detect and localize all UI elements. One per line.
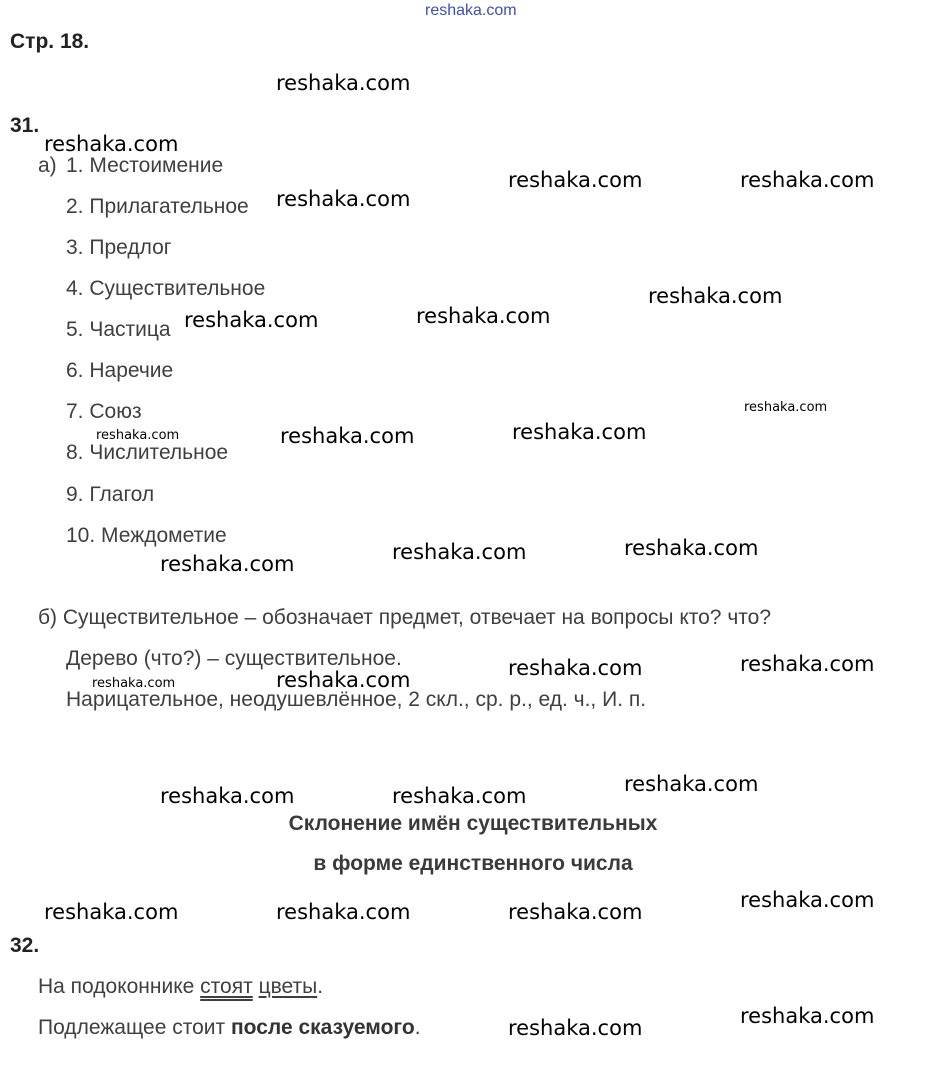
list-item: 5. Частица bbox=[66, 318, 171, 341]
part-b-definition: б) Существительное – обозначает предмет, отвечает на вопросы кто? что? bbox=[38, 606, 772, 629]
watermark: reshaka.com bbox=[744, 400, 828, 415]
watermark: reshaka.com bbox=[508, 1016, 643, 1040]
watermark: reshaka.com bbox=[276, 71, 411, 95]
watermark: reshaka.com bbox=[740, 1004, 875, 1028]
watermark: reshaka.com bbox=[160, 552, 295, 576]
section-heading-line-2: в форме единственного числа bbox=[313, 852, 633, 875]
watermark: reshaka.com bbox=[508, 168, 643, 192]
watermark: reshaka.com bbox=[392, 784, 527, 808]
list-item: 7. Союз bbox=[66, 400, 142, 423]
watermark: reshaka.com bbox=[624, 536, 759, 560]
example-sentence bbox=[38, 975, 323, 999]
watermark: reshaka.com bbox=[508, 656, 643, 680]
part-b-example: Дерево (что?) – существительное. bbox=[66, 647, 402, 670]
predicate-underlined: стоят bbox=[200, 975, 253, 998]
watermark: reshaka.com bbox=[648, 284, 783, 308]
page-number: Стр. 18. bbox=[10, 30, 90, 53]
watermark: reshaka.com bbox=[624, 772, 759, 796]
section-heading-line-1: Склонение имён существительных bbox=[288, 812, 658, 835]
watermark: reshaka.com bbox=[740, 888, 875, 912]
list-item: 6. Наречие bbox=[66, 359, 174, 382]
part-b-analysis: Нарицательное, неодушевлённое, 2 скл., ср. р., ед. ч., И. п. bbox=[66, 688, 647, 711]
part-a-prefix: а) bbox=[38, 154, 57, 177]
watermark: reshaka.com bbox=[280, 424, 415, 448]
watermark: reshaka.com bbox=[508, 900, 643, 924]
note-emphasis: после сказуемого bbox=[230, 1016, 415, 1039]
watermark: reshaka.com bbox=[184, 308, 319, 332]
watermark: reshaka.com bbox=[44, 900, 179, 924]
watermark: reshaka.com bbox=[44, 132, 179, 156]
note-end: . bbox=[414, 1016, 421, 1039]
list-item: 2. Прилагательное bbox=[66, 195, 249, 218]
watermark: reshaka.com bbox=[740, 168, 875, 192]
watermark: reshaka.com bbox=[160, 784, 295, 808]
list-item: 3. Предлог bbox=[66, 236, 172, 259]
list-item: 9. Глагол bbox=[66, 483, 155, 506]
watermark: reshaka.com bbox=[276, 900, 411, 924]
task-number-32: 32. bbox=[10, 934, 40, 957]
list-item: 4. Существительное bbox=[66, 277, 266, 300]
task-number-31: 31. bbox=[10, 114, 40, 137]
sentence-end: . bbox=[317, 975, 324, 998]
list-item: 8. Числительное bbox=[66, 441, 229, 464]
watermark: reshaka.com bbox=[512, 420, 647, 444]
watermark: reshaka.com bbox=[96, 428, 180, 443]
watermark: reshaka.com bbox=[276, 668, 411, 692]
site-link[interactable]: reshaka.com bbox=[425, 2, 517, 19]
watermark: reshaka.com bbox=[276, 187, 411, 211]
sentence-start: На подоконнике bbox=[38, 975, 201, 998]
word-order-note bbox=[38, 1016, 421, 1040]
note-start: Подлежащее стоит bbox=[38, 1016, 231, 1039]
watermark: reshaka.com bbox=[392, 540, 527, 564]
list-item: 10. Междометие bbox=[66, 524, 227, 547]
subject-underlined: цветы bbox=[258, 975, 318, 998]
watermark: reshaka.com bbox=[740, 652, 875, 676]
watermark: reshaka.com bbox=[92, 676, 176, 691]
watermark: reshaka.com bbox=[416, 304, 551, 328]
list-item: 1. Местоимение bbox=[66, 154, 224, 177]
